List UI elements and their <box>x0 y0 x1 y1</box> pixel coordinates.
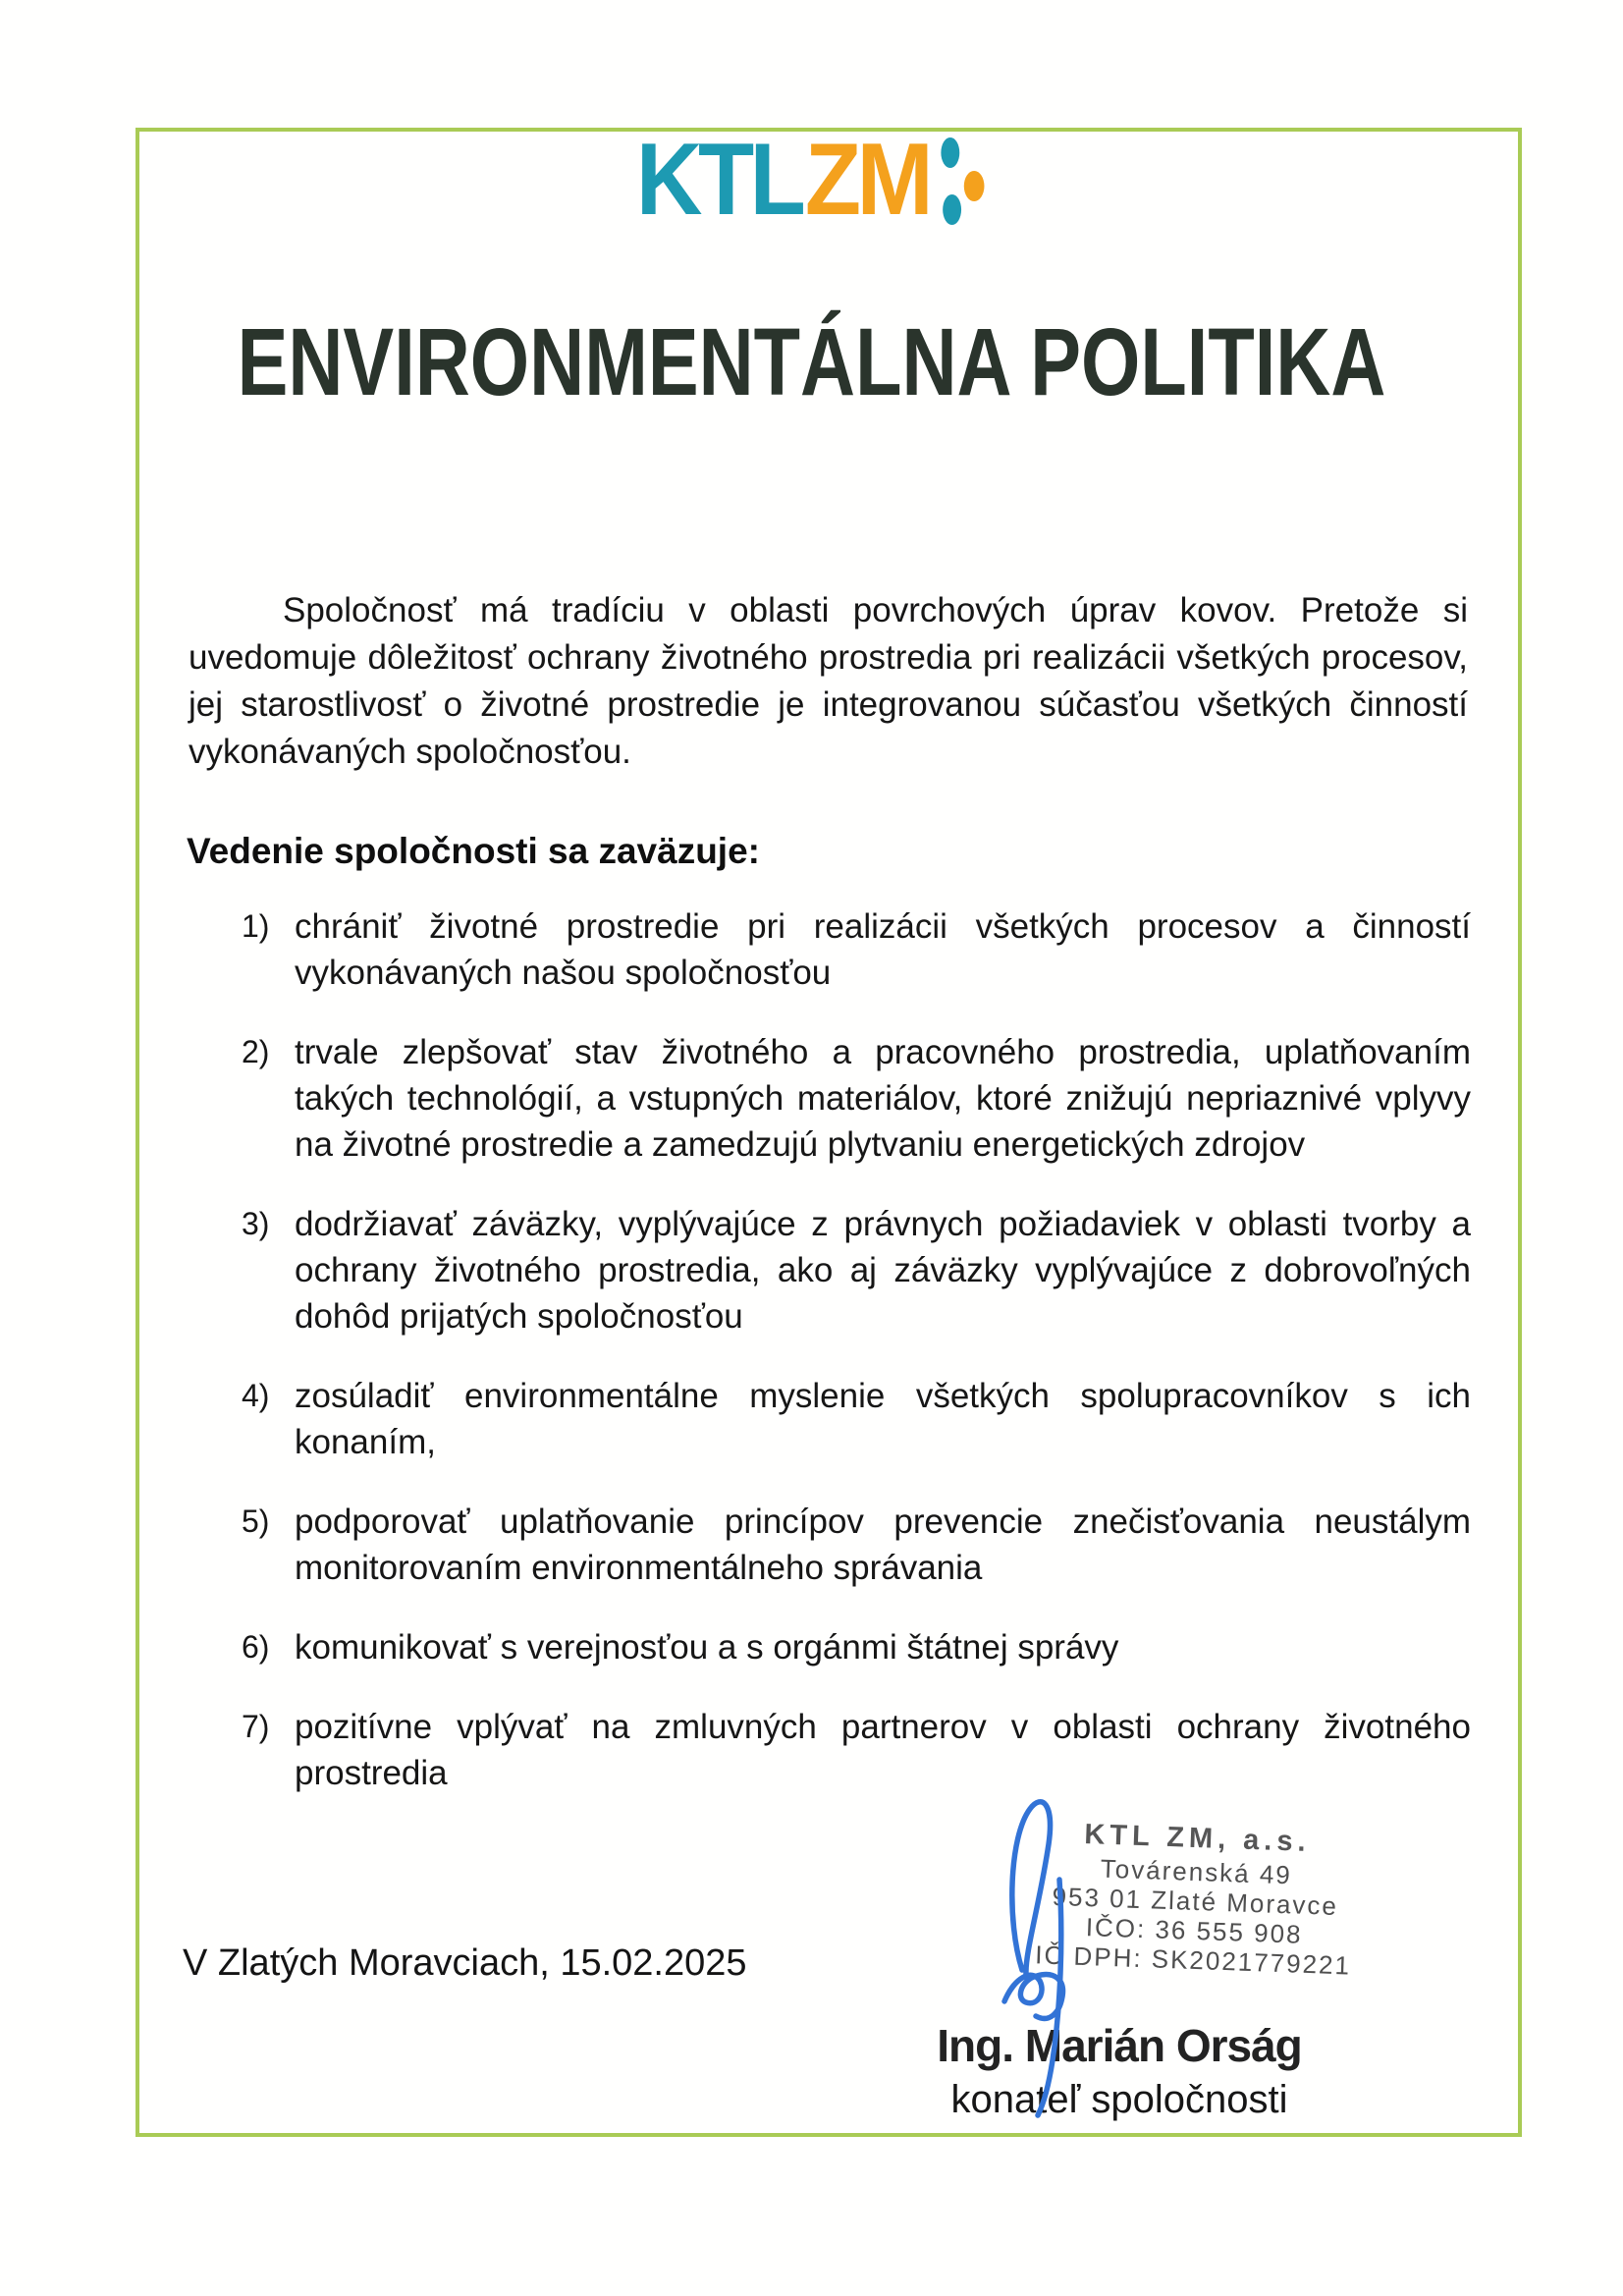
list-item-text: komunikovať s verejnosťou a s orgánmi štátnej správy <box>295 1628 1119 1667</box>
commitments-list <box>242 903 1471 1830</box>
document-title: ENVIRONMENTÁLNA POLITIKA <box>237 308 1386 415</box>
company-logo-lettering <box>635 123 988 237</box>
list-item-number: 3) <box>242 1206 270 1241</box>
list-item-text: trvale zlepšovať stav životného a pracovného prostredia, uplatňovaním takých technológií, a vstupných materiálov, ktoré znižujú nepriaznivé vplyvy na životné prostredie a zamedzujú plytvaniu energetických zdrojov <box>295 1033 1471 1164</box>
list-item-text: dodržiavať záväzky, vyplývajúce z právnych požiadaviek v oblasti tvorby a ochrany životného prostredia, ako aj záväzky vyplývajúce z dobrovoľných dohôd prijatých spoločnosťou <box>295 1205 1471 1336</box>
list-item-number: 4) <box>242 1378 270 1413</box>
list-item <box>242 1373 1471 1465</box>
list-item <box>242 903 1471 996</box>
list-item-text: podporovať uplatňovanie princípov prevencie znečisťovania neustálym monitorovaním environmentálneho správania <box>295 1503 1471 1587</box>
stamp-city: 953 01 Zlaté Moravce <box>1052 1881 1339 1922</box>
list-item-number: 1) <box>242 908 270 944</box>
signer-role: konateľ spoločnosti <box>950 2078 1288 2121</box>
list-item-number: 6) <box>242 1629 270 1665</box>
list-item-text: zosúladiť environmentálne myslenie všetkých spolupracovníkov s ich konaním, <box>295 1377 1471 1461</box>
logo-dots-icon <box>938 132 987 230</box>
list-item <box>242 1201 1471 1339</box>
signer-name: Ing. Marián Orság <box>937 2020 1302 2071</box>
list-item-text: chrániť životné prostredie pri realizácii všetkých procesov a činností vykonávaných našou spoločnosťou <box>295 907 1471 992</box>
stamp-ic-dph: IČ DPH: SK2021779221 <box>1034 1940 1352 1981</box>
list-item-number: 5) <box>242 1503 270 1539</box>
logo-dot-orange-middle <box>964 171 985 201</box>
list-item <box>242 1704 1471 1796</box>
intro-paragraph: Spoločnosť má tradíciu v oblasti povrchových úprav kovov. Pretože si uvedomuje dôležitosť ochrany životného prostredia pri realizácii všetkých procesov, jej starostlivosť o životné prostredie je integrovanou súčasťou všetkých činností vykonávaných spoločnosťou. <box>189 591 1468 771</box>
list-item-number: 2) <box>242 1034 270 1069</box>
list-item <box>242 1029 1471 1168</box>
stamp-company-name: KTL ZM, a.s. <box>1083 1818 1312 1858</box>
list-item-text: pozitívne vplývať na zmluvných partnerov v oblasti ochrany životného prostredia <box>295 1708 1471 1792</box>
stamp-street: Továrenská 49 <box>1100 1853 1293 1890</box>
place-and-date: V Zlatých Moravciach, 15.02.2025 <box>183 1942 747 1984</box>
logo-dot-teal-top <box>942 137 960 168</box>
stamp-ico: IČO: 36 555 908 <box>1085 1912 1304 1949</box>
company-logo <box>0 123 1623 237</box>
list-item-number: 7) <box>242 1709 270 1744</box>
handwritten-signature-ink <box>965 1791 1144 2123</box>
logo-text-ktl: KTL <box>635 123 802 237</box>
logo-text-zm: ZM <box>804 123 929 237</box>
commitments-heading: Vedenie spoločnosti sa zaväzuje: <box>187 831 760 871</box>
logo-dot-teal-bottom <box>943 194 961 225</box>
list-item <box>242 1624 1471 1670</box>
list-item <box>242 1499 1471 1591</box>
